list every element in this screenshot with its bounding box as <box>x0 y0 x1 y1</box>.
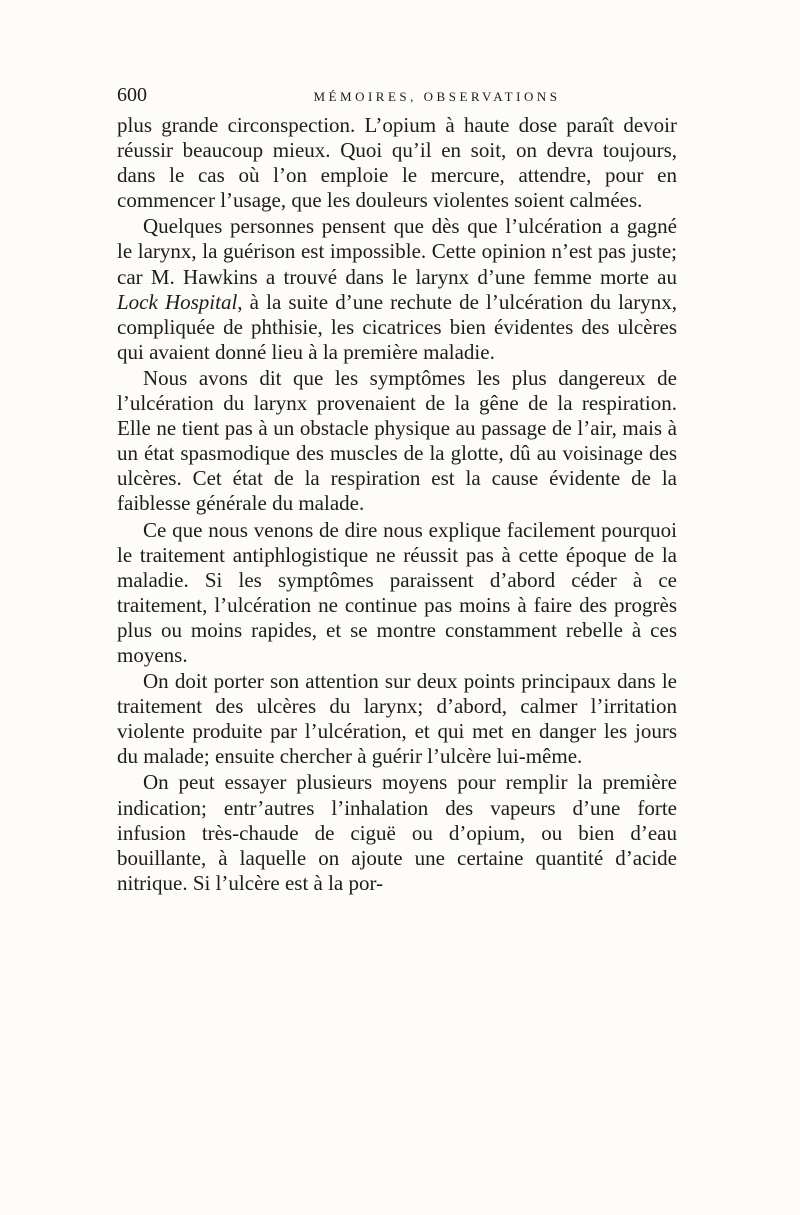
paragraph-text-before: Quelques personnes pensent que dès que l’ulcération a gagné le larynx, la guérison est impossible. Cette opinion n’est pas juste; car M. Hawkins a trouvé dans le larynx d’une femme morte au <box>117 214 677 289</box>
paragraph-respiration: Nous avons dit que les symptômes les plus dangereux de l’ulcération du larynx provenaient de la gêne de la respiration. Elle ne tient pas à un obstacle physique au passage de l’air, mais à un état spasmodique des muscles de la glotte, dû au voisinage des ulcères. Cet état de la respiration est la cause évidente de la faiblesse générale du malade. <box>117 365 677 516</box>
paragraph-text-after: , à la suite d’une rechute de l’ulcération du larynx, compliquée de phthisie, les cicatrices bien évidentes des ulcères qui avaient donné lieu à la première maladie. <box>117 289 677 364</box>
running-head: MÉMOIRES, OBSERVATIONS <box>313 89 561 104</box>
paragraph-continuation: plus grande circonspection. L’opium à haute dose paraît devoir réussir beaucoup mieux. Quoi qu’il en soit, on devra toujours, dans le cas où l’on emploie le mercure, attendre, pour en commencer l’usage, que les douleurs violentes soient calmées. <box>117 113 677 213</box>
paragraph-antiphlogistic: Ce que nous venons de dire nous explique facilement pourquoi le traitement antiphlogistique ne réussit pas à cette époque de la maladie. Si les symptômes paraissent d’abord céder à ce traitement, l’ulcération ne continue pas moins à faire des progrès plus ou moins rapides, et se montre constamment rebelle à ces moyens. <box>117 517 677 667</box>
paragraph-larynx-opinion <box>117 214 677 365</box>
page-header <box>117 84 677 114</box>
italic-lock-hospital: Lock Hospital <box>117 289 238 314</box>
page-number: 600 <box>117 84 147 106</box>
paragraph-treatment-points: On doit porter son attention sur deux points principaux dans le traitement des ulcères du larynx; d’abord, calmer l’irritation violente produite par l’ulcération, et qui met en danger les jours du malade; ensuite chercher à guérir l’ulcère lui-même. <box>117 669 677 769</box>
paragraph-first-indication: On peut essayer plusieurs moyens pour remplir la première indication; entr’autres l’inhalation des vapeurs d’une forte infusion très-chaude de ciguë ou d’opium, ou bien d’eau bouillante, à laquelle on ajoute une certaine quantité d’acide nitrique. Si l’ulcère est à la por- <box>117 770 677 895</box>
body-text <box>117 113 677 896</box>
